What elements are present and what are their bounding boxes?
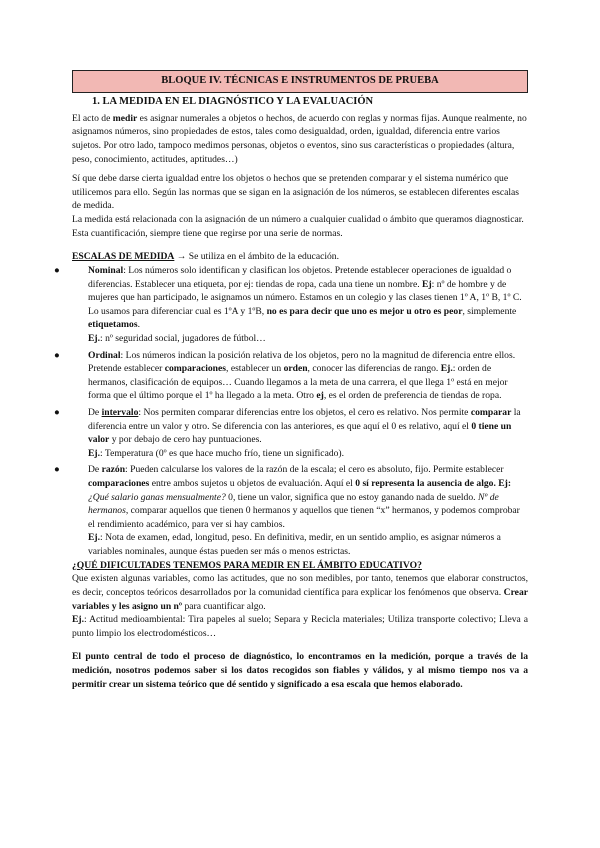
escalas-list: [54, 264, 528, 332]
list-item-razon: ● De razón: Pueden calcularse los valores de la razón de la escala; el cero es absoluto, fijo. Permite establecer comparaciones entre ambos sujetos u objetos de evaluación. Aquí el 0 sí representa la ausencia de algo. Ej: ¿Qué salario ganas mensualmente? 0, tiene un valor, significa que no estoy ganando nada de sueldo. Nº de hermanos, comparar aquellos que tienen 0 hermanos y aquellos que tienen “x” hermanos, y podemos comprobar el rendimiento académico, para ver si hay cambios.: [54, 464, 520, 530]
example-razon: Ej.: Nota de examen, edad, longitud, peso. En definitiva, medir, en un sentido amplio, es asignar números a variables nominales, aunque éstas pueden ser más o menos estrictas.: [88, 532, 501, 558]
section-heading: 1. LA MEDIDA EN EL DIAGNÓSTICO Y LA EVALUACIÓN: [92, 95, 374, 107]
term-medir: medir: [112, 112, 138, 124]
intro-paragraph-3: La medida está relacionada con la asignación de un número a cualquier cualidad o ámbito que queramos diagnosticar. Esta cuantificación, siempre tiene que regirse por una serie de normas.: [72, 214, 524, 239]
bullet-icon: ●: [54, 349, 60, 361]
question-heading: ¿QUÉ DIFICULTADES TENEMOS PARA MEDIR EN EL ÁMBITO EDUCATIVO?: [72, 559, 422, 571]
escalas-label: ESCALAS DE MEDIDA: [72, 251, 175, 263]
escalas-list-3: [54, 463, 528, 531]
dificultades-paragraph: Que existen algunas variables, como las actitudes, que no son medibles, por tanto, tenemos que elaborar constructos, es decir, conceptos teóricos desarrollados por la comunidad científica para explicar los fenómenos que observa. Crear variables y les asigno un nº para cuantificar algo.: [72, 573, 528, 612]
escalas-list-2: [54, 349, 528, 447]
list-item-intervalo: ● De intervalo: Nos permiten comparar diferencias entre los objetos, el cero es relativo. Nos permite comparar la diferencia entre un valor y otro. Se diferencia con las anteriores, es que aquí el 0 es relativo, aquí el 0 tiene un valor y por debajo de cero hay puntuaciones.: [54, 407, 521, 446]
example-intervalo: Ej.: Temperatura (0º es que hace mucho frío, tiene un significado).: [88, 447, 345, 459]
list-item-nominal: ● Nominal: Los números solo identifican y clasifican los objetos. Pretende establecer operaciones de igualdad o diferencias. Establecer una etiqueta, por ej: tiendas de ropa, cada una tiene un nombre. Ej: nº de hombre y de mujeres que han participado, le asignamos un número. Estamos en un colegio y las clases tienen 1º A, 1º B, 1º C. Lo usamos para diferenciar cual es 1ºA y 1ºB, no es para decir que uno es mejor u otro es peor, simplemente etiquetamos.: [54, 264, 522, 331]
bullet-icon: ●: [54, 407, 60, 418]
bullet-icon: ●: [54, 264, 60, 276]
dificultades-example: Ej.: Actitud medioambiental: Tira papeles al suelo; Separa y Recicla materiales; Utiliza transporte colectivo; Lleva a punto limpio los electrodomésticos…: [72, 614, 528, 639]
escalas-heading: ESCALAS DE MEDIDA → Se utiliza en el ámbito de la educación.: [72, 251, 339, 263]
example-nominal: Ej.: nº seguridad social, jugadores de fútbol…: [88, 332, 266, 344]
block-title: BLOQUE IV. TÉCNICAS E INSTRUMENTOS DE PRUEBA: [72, 70, 528, 93]
bullet-icon: ●: [54, 464, 60, 476]
intro-paragraph-1: El acto de medir es asignar numerales a objetos o hechos, de acuerdo con reglas y normas fijas. Aunque realmente, no asignamos números, sino propiedades de estos, tales como desigualdad, orden, igualdad, diferencia entre varios sujetos. Por otro lado, tampoco medimos personas, objetos o eventos, sino sus características o propiedades (altura, peso, conocimiento, actitudes, aptitudes…): [72, 112, 527, 165]
list-item-ordinal: ● Ordinal: Los números indican la posición relativa de los objetos, pero no la magnitud de diferencia entre ellos. Pretende establecer comparaciones, establecer un orden, conocer las diferencias de rango. Ej.: orden de hermanos, clasificación de equipos… Cuando llegamos a la meta de una carrera, el que llega 1º está en mejor forma que el último porque el 1º ha llegado a la meta. Otro ej, es el orden de preferencia de tiendas de ropa.: [54, 349, 516, 402]
intro-paragraph-2: Sí que debe darse cierta igualdad entre los objetos o hechos que se pretenden comparar y el sistema numérico que utilicemos para ello. Según las normas que se sigan en la asignación de los números, se establecen diferentes escalas de medida.: [72, 173, 520, 212]
conclusion-paragraph: El punto central de todo el proceso de diagnóstico, lo encontramos en la medición, porque a través de la medición, nosotros podemos saber si los datos recogidos son fiables y válidos, y al mismo tiempo nos va a permitir crear un sistema teórico que dé sentido y significado a esa escala que hemos elaborado.: [72, 651, 528, 690]
